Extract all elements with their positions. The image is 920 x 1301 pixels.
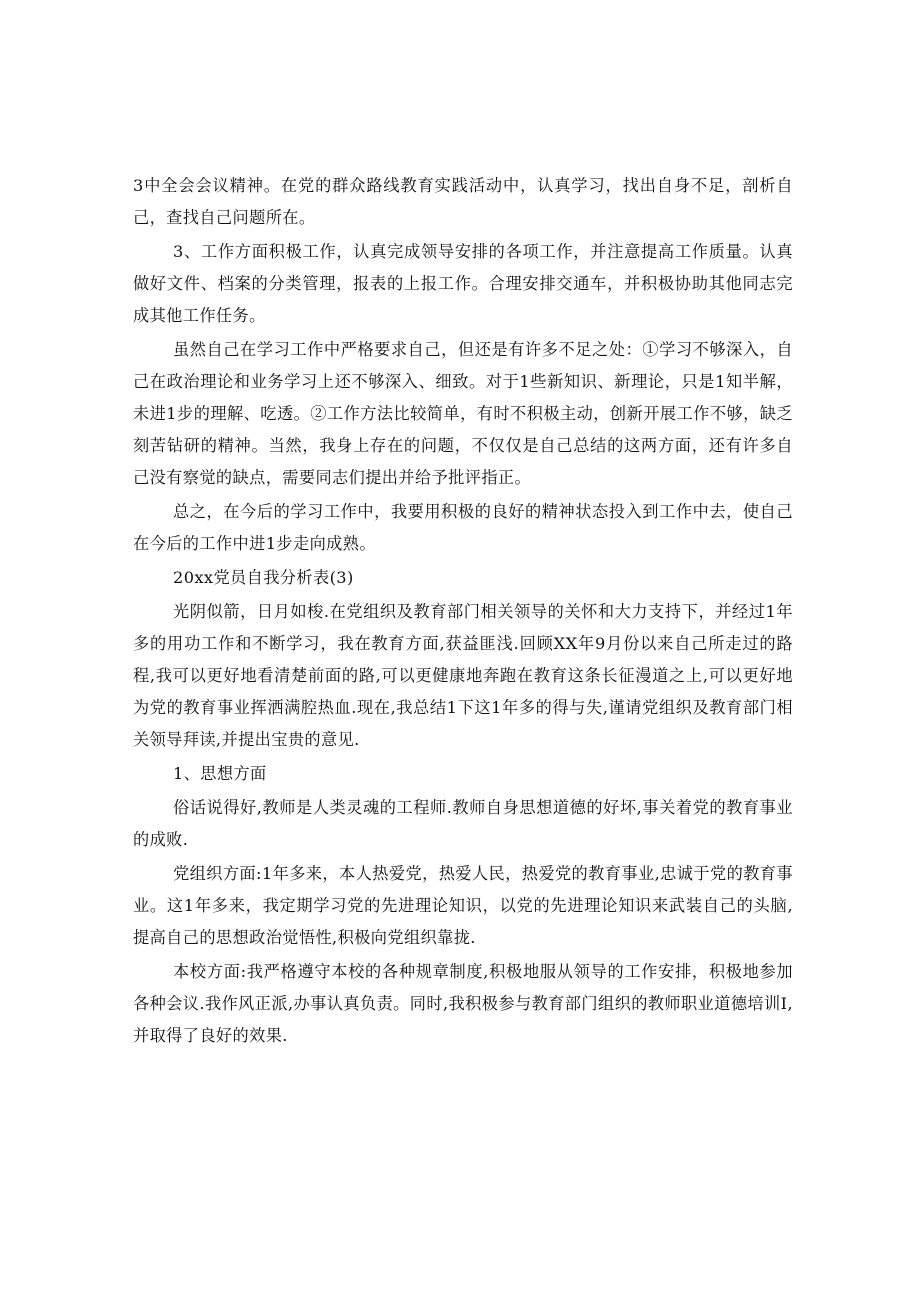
paragraph-1: 3中全会会议精神。在党的群众路线教育实践活动中，认真学习，找出自身不足，剖析自己，查找自己问题所在。 — [133, 176, 793, 227]
paragraph-4: 总之，在今后的学习工作中，我要用积极的良好的精神状态投入到工作中去，使自己在今后的工作中进1步走向成熟。 — [133, 502, 793, 553]
paragraph-7: 党组织方面:1年多来，本人热爱党，热爱人民，热爱党的教育事业,忠诚于党的教育事业。这1年多来，我定期学习党的先进理论知识，以党的先进理论知识来武装自己的头脑,提高自己的思想政治觉悟性,积极向党组织靠拢. — [133, 864, 793, 947]
paragraph-2: 3、工作方面积极工作，认真完成领导安排的各项工作，并注意提高工作质量。认真做好文件、档案的分类管理，报表的上报工作。合理安排交通车，并积极协助其他同志完成其他工作任务。 — [133, 242, 793, 325]
subheading-thought: 1、思想方面 — [173, 764, 267, 783]
section-heading: 20xx党员自我分析表(3) — [173, 568, 354, 587]
paragraph-8: 本校方面:我严格遵守本校的各种规章制度,积极地服从领导的工作安排，积极地参加各种会议.我作风正派,办事认真负责。同时,我积极参与教育部门组织的教师职业道德培训Ⅰ,并取得了良好的效果. — [133, 962, 793, 1045]
document-body — [133, 170, 793, 1054]
paragraph-6: 俗话说得好,教师是人类灵魂的工程师.教师自身思想道德的好坏,事关着党的教育事业的成败. — [133, 798, 793, 849]
paragraph-3: 虽然自己在学习工作中严格要求自己，但还是有许多不足之处：①学习不够深入，自己在政治理论和业务学习上还不够深入、细致。对于1些新知识、新理论，只是1知半解，未进1步的理解、吃透。②工作方法比较简单，有时不积极主动，创新开展工作不够，缺乏刻苦钻研的精神。当然，我身上存在的问题，不仅仅是自己总结的这两方面，还有许多自己没有察觉的缺点，需要同志们提出并给予批评指正。 — [133, 340, 793, 487]
paragraph-5: 光阴似箭，日月如梭.在党组织及教育部门相关领导的关怀和大力支持下，并经过1年多的用功工作和不断学习，我在教育方面,获益匪浅.回顾XX年9月份以来自己所走过的路程,我可以更好地看清楚前面的路,可以更健康地奔跑在教育这条长征漫道之上,可以更好地为党的教育事业挥洒满腔热血.现在,我总结1下这1年多的得与失,谨请党组织及教育部门相关领导拜读,并提出宝贵的意见. — [133, 602, 793, 749]
